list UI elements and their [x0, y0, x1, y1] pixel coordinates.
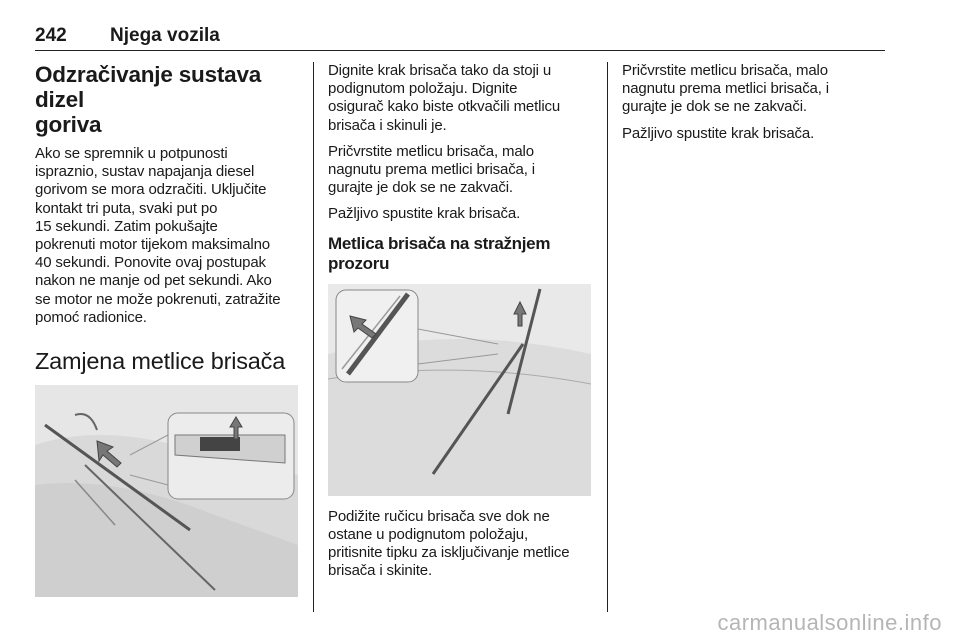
column-divider [607, 62, 608, 612]
paragraph-diesel-bleeding: Ako se spremnik u potpunosti ispraznio, sustav napajanja diesel gorivom se mora odzračiti. Uključite kontakt tri puta, svaki put po 15 sekundi. Zatim pokušajte pokrenuti motor tijekom maksimalno 40 sekundi. Ponovite ovaj postupak nakon ne manje od pet sekundi. Ako se motor ne može pokrenuti, zatražite pomoć radionice. [35, 145, 281, 326]
heading-wiper-replacement: Zamjena metlice brisača [35, 348, 286, 375]
paragraph-lift-wiper-arm: Dignite krak brisača tako da stoji u podignutom položaju. Dignite osigurač kako biste otkvačili metlicu brisača i skinuli je. [328, 62, 561, 134]
paragraph-remove-rear-blade: Podižite ručicu brisača sve dok ne ostane u podignutom položaju, pritisnite tipku za isključivanje metlice brisača i skinite. [328, 507, 570, 580]
heading-rear-wiper: Metlica brisača na stražnjem prozoru [328, 233, 551, 273]
chapter-title: Njega vozila [110, 25, 220, 46]
heading-diesel-bleeding: Odzračivanje sustava dizel goriva [35, 62, 262, 137]
watermark: carmanualsonline.info [717, 610, 942, 635]
column-divider [313, 62, 314, 612]
paragraph-lower-arm: Pažljivo spustite krak brisača. [328, 205, 521, 223]
paragraph-attach-rear-blade: Pričvrstite metlicu brisača, malo nagnutu prema metlici brisača, i gurajte je dok se ne zakvači. [622, 62, 829, 116]
paragraph-lower-rear-arm: Pažljivo spustite krak brisača. [622, 124, 815, 142]
page-header [35, 22, 885, 51]
column-middle [328, 62, 593, 580]
page-number: 242 [35, 25, 67, 46]
rear-wiper-illustration [328, 284, 591, 496]
column-right [622, 62, 884, 143]
front-wiper-illustration [35, 385, 298, 597]
paragraph-attach-blade: Pričvrstite metlicu brisača, malo nagnutu prema metlici brisača, i gurajte je dok se ne zakvači. [328, 142, 535, 197]
column-left [35, 62, 300, 597]
